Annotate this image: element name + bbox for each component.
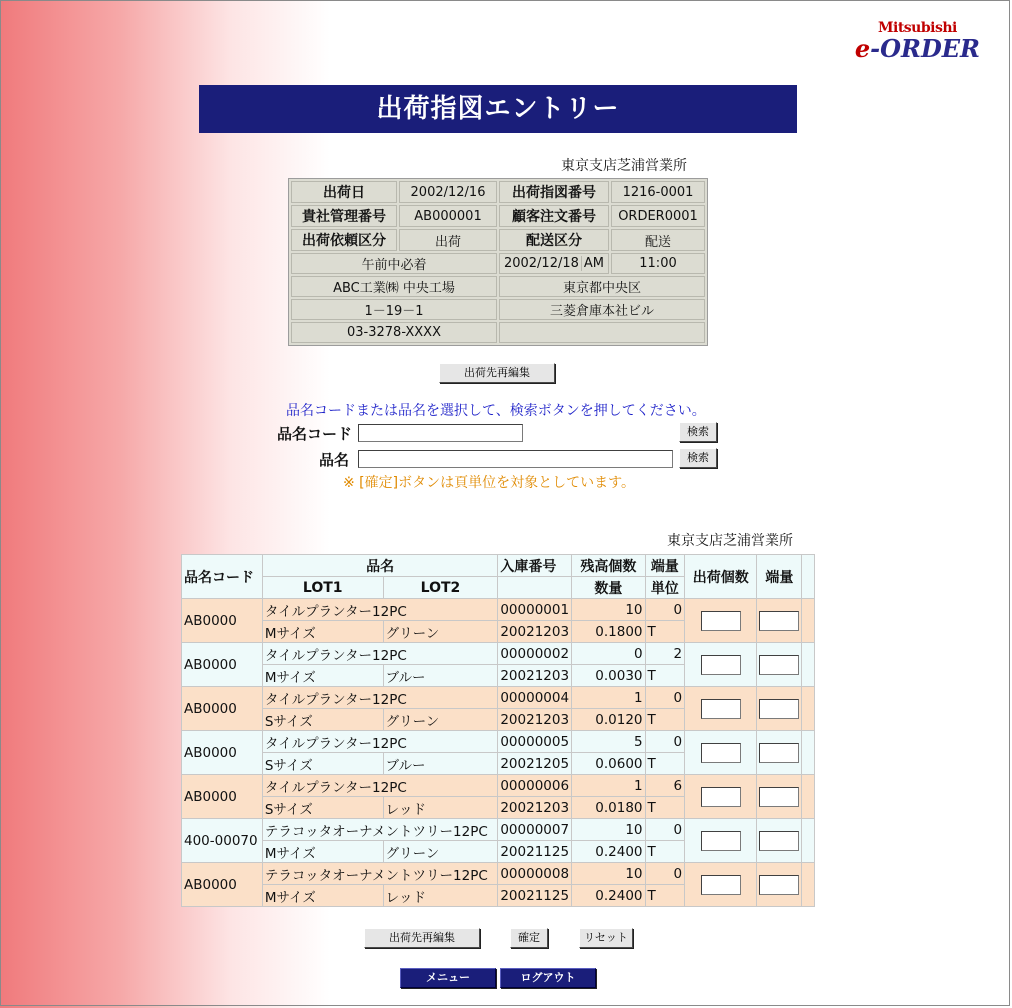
row-unit: T <box>646 841 685 862</box>
header-ship-fraction: 端量 <box>757 555 801 598</box>
row-ship-fraction-cell <box>757 819 801 862</box>
row-item-code: AB0000 <box>182 599 262 642</box>
row-receipt-no: 00000005 <box>498 731 571 752</box>
ship-date-label: 出荷日 <box>291 181 397 203</box>
ship-date-value: 2002/12/16 <box>399 181 497 203</box>
row-quantity: 0.0120 <box>572 709 644 730</box>
ship-count-input[interactable] <box>701 743 741 763</box>
row-receipt-no: 00000006 <box>498 775 571 796</box>
delivery-type-label: 配送区分 <box>499 229 609 251</box>
row-item-name: タイルプランター12PC <box>263 643 498 664</box>
row-ship-count-cell <box>685 599 756 642</box>
items-table <box>181 554 815 907</box>
row-receipt-no: 00000002 <box>498 643 571 664</box>
row-item-name: タイルプランター12PC <box>263 599 498 620</box>
row-stock-count: 10 <box>572 863 644 884</box>
ship-fraction-input[interactable] <box>759 611 799 631</box>
header-blank <box>498 577 571 598</box>
row-item-code: 400-00070 <box>182 819 262 862</box>
mgmt-no-value: AB000001 <box>399 205 497 227</box>
header-unit: 単位 <box>646 577 685 598</box>
row-ship-fraction-cell <box>757 863 801 906</box>
row-item-code: AB0000 <box>182 863 262 906</box>
ship-count-input[interactable] <box>701 699 741 719</box>
row-ship-count-cell <box>685 819 756 862</box>
row-receipt-no: 00000004 <box>498 687 571 708</box>
page-title: 出荷指図エントリー <box>199 85 797 133</box>
office-name-bottom: 東京支店芝浦営業所 <box>667 533 793 549</box>
ship-fraction-input[interactable] <box>759 875 799 895</box>
arrival-ampm: AM <box>581 256 604 271</box>
row-unit: T <box>646 665 685 686</box>
header-item-code: 品名コード <box>182 555 262 598</box>
row-item-name: テラコッタオーナメントツリー12PC <box>263 863 498 884</box>
row-scroll-gutter <box>802 775 814 818</box>
row-stock-count: 1 <box>572 687 644 708</box>
table-row <box>182 599 814 620</box>
row-ship-count-cell <box>685 775 756 818</box>
header-lot2: LOT2 <box>384 577 498 598</box>
logo-brand: Mitsubishi <box>878 20 957 36</box>
row-ship-fraction-cell <box>757 687 801 730</box>
row-lot1: Mサイズ <box>263 885 383 906</box>
table-row <box>182 643 814 664</box>
row-receipt-date: 20021203 <box>498 797 571 818</box>
logo-eorder <box>855 34 980 63</box>
item-name-input[interactable] <box>358 450 673 468</box>
instr-no-label: 出荷指図番号 <box>499 181 609 203</box>
table-row <box>182 819 814 840</box>
row-quantity: 0.2400 <box>572 841 644 862</box>
row-quantity: 0.2400 <box>572 885 644 906</box>
arrival-datetime <box>499 253 609 274</box>
row-fraction: 0 <box>646 599 685 620</box>
dest-tel: 03-3278-XXXX <box>291 322 497 343</box>
row-ship-count-cell <box>685 731 756 774</box>
table-row <box>182 863 814 884</box>
row-scroll-gutter <box>802 731 814 774</box>
row-lot2: ブルー <box>384 665 498 686</box>
item-code-search-button[interactable]: 検索 <box>679 422 717 442</box>
row-item-name: タイルプランター12PC <box>263 731 498 752</box>
table-row <box>182 731 814 752</box>
row-unit: T <box>646 753 685 774</box>
arrival-time: 11:00 <box>611 253 705 274</box>
row-item-code: AB0000 <box>182 643 262 686</box>
row-lot1: Sサイズ <box>263 709 383 730</box>
row-fraction: 2 <box>646 643 685 664</box>
order-no-label: 顧客注文番号 <box>499 205 609 227</box>
row-quantity: 0.1800 <box>572 621 644 642</box>
confirm-button[interactable]: 確定 <box>510 928 548 948</box>
ship-count-input[interactable] <box>701 611 741 631</box>
header-ship-count: 出荷個数 <box>685 555 756 598</box>
order-no-value: ORDER0001 <box>611 205 705 227</box>
item-code-input[interactable] <box>358 424 523 442</box>
row-ship-fraction-cell <box>757 599 801 642</box>
row-fraction: 6 <box>646 775 685 796</box>
header-scroll-gutter <box>802 555 814 598</box>
row-lot1: Mサイズ <box>263 841 383 862</box>
table-row <box>182 775 814 796</box>
row-receipt-date: 20021205 <box>498 753 571 774</box>
shipment-info-table <box>288 178 708 346</box>
items-table-body <box>182 599 814 906</box>
row-receipt-date: 20021203 <box>498 621 571 642</box>
row-unit: T <box>646 797 685 818</box>
row-ship-fraction-cell <box>757 643 801 686</box>
table-row <box>182 687 814 708</box>
item-code-label: 品名コード <box>277 425 353 443</box>
edit-destination-button-bottom[interactable]: 出荷先再編集 <box>364 928 480 948</box>
edit-destination-button[interactable]: 出荷先再編集 <box>439 363 555 383</box>
row-scroll-gutter <box>802 863 814 906</box>
row-receipt-date: 20021203 <box>498 665 571 686</box>
ship-fraction-input[interactable] <box>759 787 799 807</box>
dest-name: ABC工業㈱ 中央工場 <box>291 276 497 297</box>
header-lot1: LOT1 <box>263 577 383 598</box>
header-stock-count: 残高個数 <box>572 555 644 576</box>
row-lot2: グリーン <box>384 621 498 642</box>
dest-address: 1－19－1 <box>291 299 497 320</box>
row-item-code: AB0000 <box>182 687 262 730</box>
row-fraction: 0 <box>646 687 685 708</box>
row-ship-fraction-cell <box>757 731 801 774</box>
instr-no-value: 1216-0001 <box>611 181 705 203</box>
row-scroll-gutter <box>802 687 814 730</box>
row-fraction: 0 <box>646 819 685 840</box>
row-receipt-no: 00000007 <box>498 819 571 840</box>
arrival-date: 2002/12/18 <box>503 256 579 271</box>
row-receipt-no: 00000008 <box>498 863 571 884</box>
dest-building: 三菱倉庫本社ビル <box>499 299 705 320</box>
ship-count-input[interactable] <box>701 655 741 675</box>
row-ship-fraction-cell <box>757 775 801 818</box>
row-stock-count: 10 <box>572 599 644 620</box>
row-lot2: レッド <box>384 797 498 818</box>
logo-e: e <box>854 34 871 63</box>
row-unit: T <box>646 621 685 642</box>
row-unit: T <box>646 709 685 730</box>
row-fraction: 0 <box>646 863 685 884</box>
row-scroll-gutter <box>802 643 814 686</box>
logo-order: -ORDER <box>870 34 980 63</box>
row-item-name: テラコッタオーナメントツリー12PC <box>263 819 498 840</box>
delivery-type-value: 配送 <box>611 229 705 251</box>
req-type-label: 出荷依頼区分 <box>291 229 397 251</box>
row-receipt-date: 20021125 <box>498 841 571 862</box>
reset-button[interactable]: リセット <box>579 928 633 948</box>
row-lot1: Sサイズ <box>263 797 383 818</box>
row-stock-count: 5 <box>572 731 644 752</box>
ship-count-input[interactable] <box>701 831 741 851</box>
row-ship-count-cell <box>685 863 756 906</box>
row-lot1: Sサイズ <box>263 753 383 774</box>
row-receipt-date: 20021203 <box>498 709 571 730</box>
row-receipt-date: 20021125 <box>498 885 571 906</box>
row-lot2: レッド <box>384 885 498 906</box>
item-name-label: 品名 <box>319 451 350 469</box>
ship-fraction-input[interactable] <box>759 655 799 675</box>
row-lot2: ブルー <box>384 753 498 774</box>
row-item-code: AB0000 <box>182 731 262 774</box>
ship-count-input[interactable] <box>701 875 741 895</box>
confirm-note: ※ [確定]ボタンは頁単位を対象としています。 <box>343 475 635 491</box>
dest-city: 東京都中央区 <box>499 276 705 297</box>
arrival-note: 午前中必着 <box>291 253 497 274</box>
ship-fraction-input[interactable] <box>759 699 799 719</box>
row-item-name: タイルプランター12PC <box>263 775 498 796</box>
ship-fraction-input[interactable] <box>759 743 799 763</box>
search-instruction: 品名コードまたは品名を選択して、検索ボタンを押してください。 <box>286 403 706 419</box>
row-item-name: タイルプランター12PC <box>263 687 498 708</box>
row-lot1: Mサイズ <box>263 665 383 686</box>
row-fraction: 0 <box>646 731 685 752</box>
row-ship-count-cell <box>685 687 756 730</box>
mgmt-no-label: 貴社管理番号 <box>291 205 397 227</box>
office-name-top: 東京支店芝浦営業所 <box>561 158 687 174</box>
row-ship-count-cell <box>685 643 756 686</box>
row-item-code: AB0000 <box>182 775 262 818</box>
dest-extra <box>499 322 705 343</box>
row-stock-count: 1 <box>572 775 644 796</box>
logout-button[interactable]: ログアウト <box>500 968 596 988</box>
row-quantity: 0.0600 <box>572 753 644 774</box>
row-quantity: 0.0030 <box>572 665 644 686</box>
row-lot2: グリーン <box>384 709 498 730</box>
header-fraction: 端量 <box>646 555 685 576</box>
item-name-search-button[interactable]: 検索 <box>679 448 717 468</box>
row-lot2: グリーン <box>384 841 498 862</box>
row-receipt-no: 00000001 <box>498 599 571 620</box>
row-lot1: Mサイズ <box>263 621 383 642</box>
header-quantity: 数量 <box>572 577 644 598</box>
row-stock-count: 10 <box>572 819 644 840</box>
row-stock-count: 0 <box>572 643 644 664</box>
header-item-name: 品名 <box>263 555 498 576</box>
menu-button[interactable]: メニュー <box>400 968 496 988</box>
row-quantity: 0.0180 <box>572 797 644 818</box>
e-order-logo <box>855 20 980 63</box>
row-scroll-gutter <box>802 819 814 862</box>
ship-fraction-input[interactable] <box>759 831 799 851</box>
header-receipt-no: 入庫番号 <box>498 555 571 576</box>
req-type-value: 出荷 <box>399 229 497 251</box>
row-unit: T <box>646 885 685 906</box>
ship-count-input[interactable] <box>701 787 741 807</box>
row-scroll-gutter <box>802 599 814 642</box>
